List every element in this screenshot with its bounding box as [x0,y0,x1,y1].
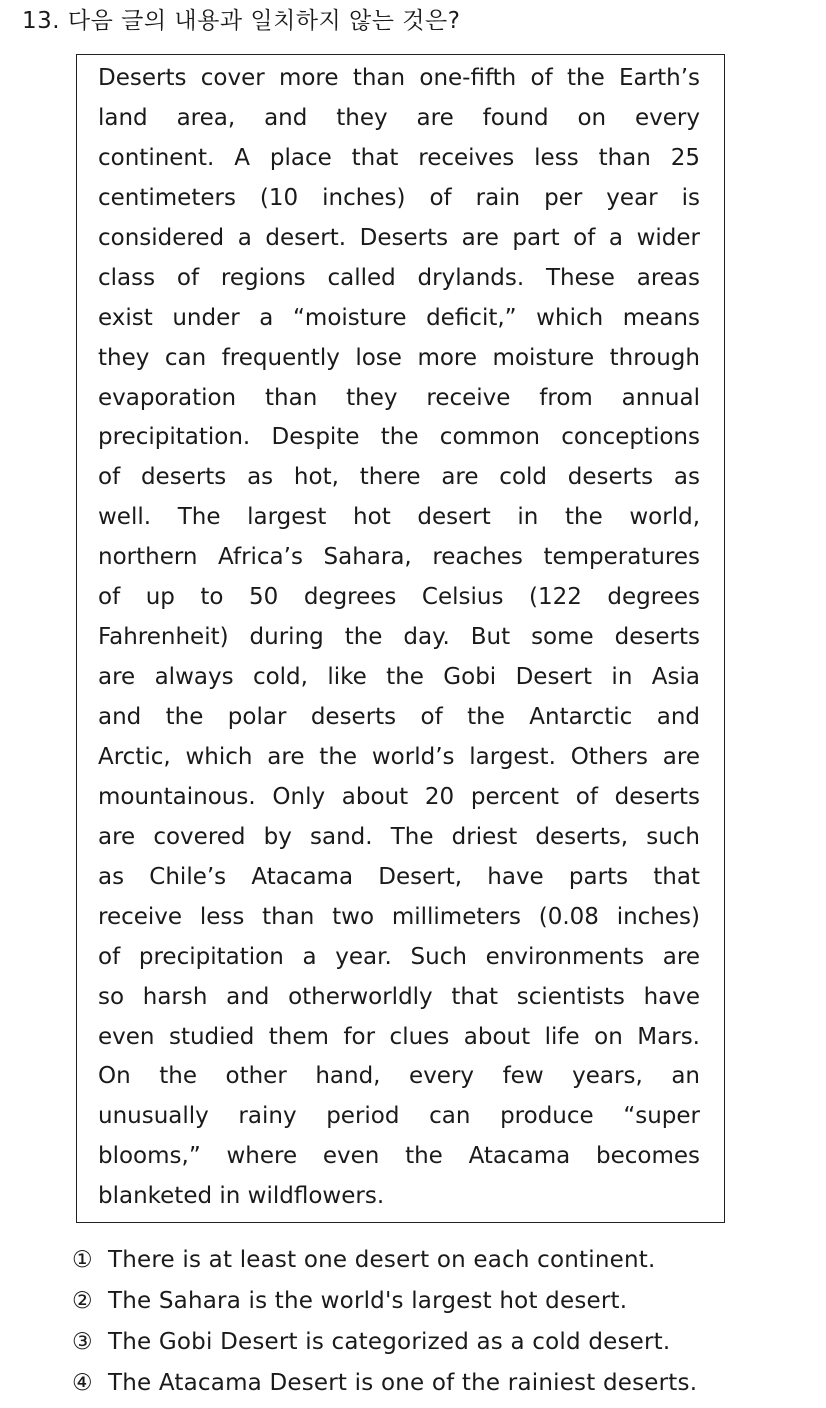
option-2[interactable] [72,1285,697,1326]
passage-line: mountainous. Only about 20 percent of deserts [98,783,700,810]
passage-line: considered a desert. Deserts are part of a wider [98,224,700,251]
option-number: ③ [72,1329,93,1355]
question-title: 13. 다음 글의 내용과 일치하지 않는 것은? [22,8,461,34]
passage-line: as Chile’s Atacama Desert, have parts that [98,863,700,890]
option-text: The Gobi Desert is categorized as a cold desert. [108,1329,671,1355]
answer-options [72,1244,697,1408]
option-number: ① [72,1247,93,1273]
option-number: ④ [72,1370,93,1396]
passage-box [76,54,725,1223]
option-1[interactable] [72,1244,697,1285]
passage-line: evaporation than they receive from annual [98,384,700,411]
option-text: There is at least one desert on each continent. [108,1247,656,1273]
passage-line: even studied them for clues about life on Mars. [98,1023,700,1050]
passage-line: Deserts cover more than one-fifth of the Earth’s [98,65,700,91]
passage-line: are always cold, like the Gobi Desert in Asia [98,664,700,691]
passage-line: they can frequently lose more moisture through [98,344,700,371]
passage-line: of deserts as hot, there are cold deserts as [98,464,700,491]
passage-line: On the other hand, every few years, an [98,1063,700,1090]
passage-line: land area, and they are found on every [98,104,700,131]
passage-line: centimeters (10 inches) of rain per year is [98,184,700,211]
passage-line: are covered by sand. The driest deserts, such [98,823,700,850]
passage-line: blooms,” where even the Atacama becomes [98,1143,700,1170]
option-4[interactable] [72,1367,697,1408]
passage-line: receive less than two millimeters (0.08 inches) [98,903,700,930]
option-number: ② [72,1288,93,1314]
passage-line: Arctic, which are the world’s largest. Others are [98,743,700,770]
passage-line: so harsh and otherworldly that scientists have [98,983,700,1010]
option-3[interactable] [72,1326,697,1367]
passage-line: continent. A place that receives less than 25 [98,144,700,171]
option-text: The Atacama Desert is one of the rainiest deserts. [108,1370,698,1396]
passage-line: blanketed in wildflowers. [98,1183,385,1210]
passage-line: precipitation. Despite the common conceptions [98,424,700,451]
passage-line: northern Africa’s Sahara, reaches temperatures [98,544,700,571]
option-text: The Sahara is the world's largest hot desert. [108,1288,628,1314]
passage-line: exist under a “moisture deficit,” which means [98,304,700,331]
passage-line: class of regions called drylands. These areas [98,264,700,291]
passage-line: well. The largest hot desert in the world, [98,504,700,531]
passage-line: of up to 50 degrees Celsius (122 degrees [98,584,700,611]
passage-line: unusually rainy period can produce “super [98,1103,700,1130]
passage-line: Fahrenheit) during the day. But some deserts [98,624,700,651]
passage-line: of precipitation a year. Such environments are [98,943,700,970]
passage-line: and the polar deserts of the Antarctic and [98,704,700,730]
